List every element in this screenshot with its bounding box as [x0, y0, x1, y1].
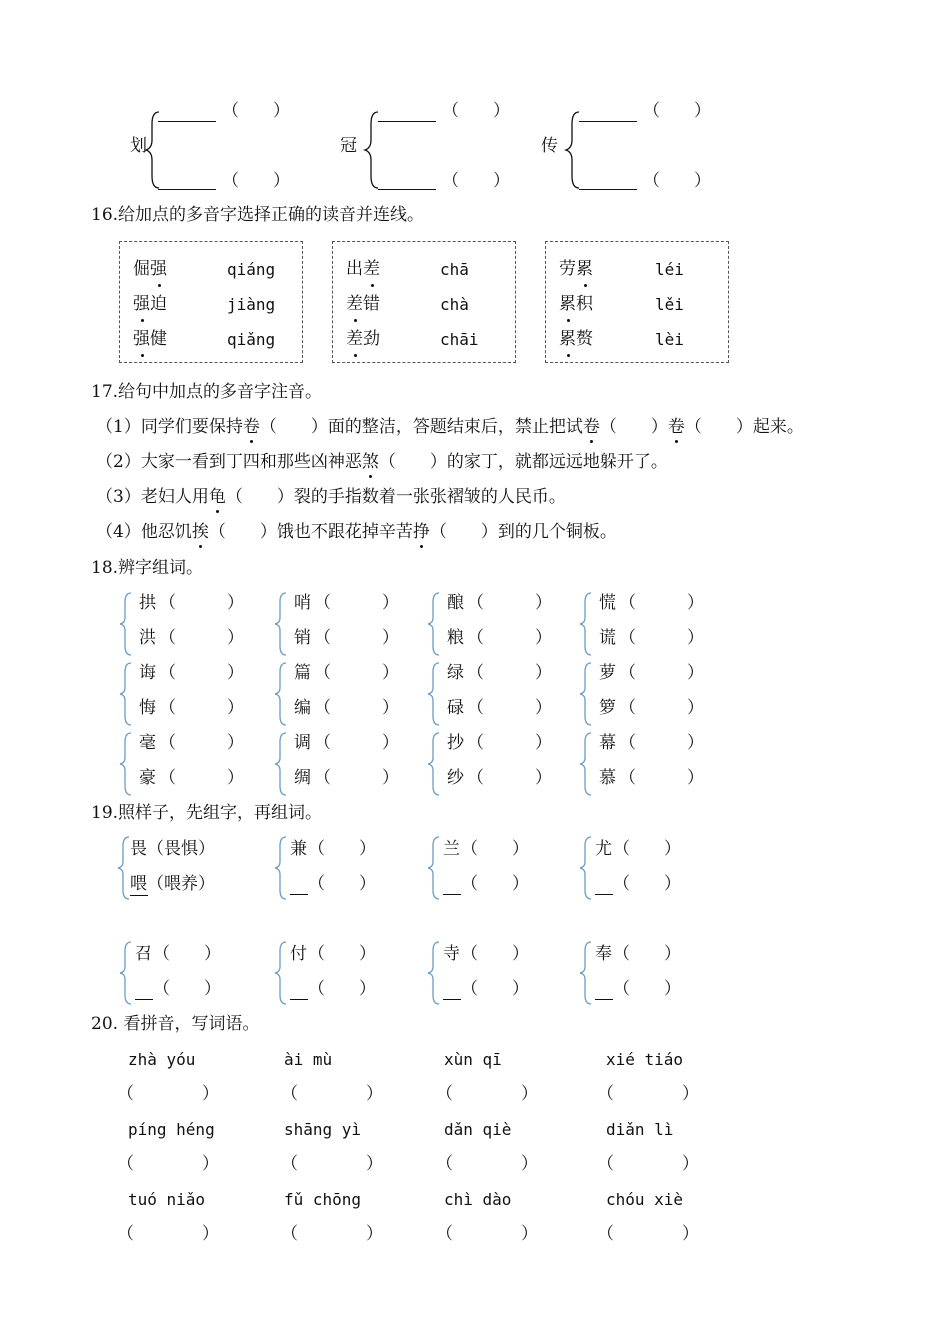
- brace-icon: [274, 662, 288, 726]
- example-bottom: 喂（喂养）: [130, 874, 215, 894]
- char-blank[interactable]: [290, 999, 308, 1000]
- word-item[interactable]: 强迫: [133, 294, 167, 314]
- paren-blank[interactable]: （ ）: [153, 944, 221, 964]
- paren-blank[interactable]: （ ）: [159, 663, 244, 683]
- brace-icon: [579, 662, 593, 726]
- paren-blank[interactable]: （ ）: [619, 698, 704, 718]
- answer-paren[interactable]: （ ）: [281, 1084, 383, 1104]
- char-item: 拱: [139, 593, 156, 613]
- reading-item[interactable]: qiáng: [227, 260, 276, 279]
- paren-blank[interactable]: （ ）: [314, 628, 399, 648]
- char-item: 尤: [595, 839, 612, 859]
- word-item[interactable]: 劳累: [559, 259, 593, 279]
- answer-paren[interactable]: （ ）: [597, 1084, 699, 1104]
- paren-blank[interactable]: （ ）: [599, 417, 668, 437]
- char-item: 幕: [599, 733, 616, 753]
- paren-blank[interactable]: （ ）: [442, 101, 510, 121]
- answer-blank[interactable]: [579, 189, 637, 190]
- brace-icon: [579, 941, 593, 1005]
- q17-title: 17.给句中加点的多音字注音。: [91, 382, 323, 402]
- paren-blank[interactable]: （ ）: [613, 944, 681, 964]
- paren-blank[interactable]: （ ）: [619, 593, 704, 613]
- char-item: 箩: [599, 698, 616, 718]
- pinyin-label: xié tiáo: [606, 1050, 684, 1069]
- answer-blank[interactable]: [378, 121, 436, 122]
- paren-blank[interactable]: （ ）起来。: [684, 417, 804, 437]
- q15-char-1: 划: [130, 136, 147, 156]
- brace-icon: [117, 836, 131, 900]
- paren-blank[interactable]: （ ）: [467, 628, 552, 648]
- word-item[interactable]: 倔强: [133, 259, 167, 279]
- char-item: 酿: [447, 593, 464, 613]
- brace-icon: [579, 592, 593, 656]
- answer-paren[interactable]: （ ）: [597, 1154, 699, 1174]
- char-item: 慕: [599, 768, 616, 788]
- paren-blank[interactable]: （ ）的家丁，就都远远地躲开了。: [378, 452, 668, 472]
- brace-icon: [119, 732, 133, 796]
- char-item: 编: [294, 698, 311, 718]
- reading-item[interactable]: lěi: [655, 295, 684, 314]
- paren-blank[interactable]: （ ）: [159, 698, 244, 718]
- answer-paren[interactable]: （ ）: [117, 1084, 219, 1104]
- word-item[interactable]: 差错: [346, 294, 380, 314]
- char-item: 碌: [447, 698, 464, 718]
- pinyin-label: dǎn qiè: [444, 1120, 512, 1139]
- answer-paren[interactable]: （ ）: [117, 1154, 219, 1174]
- paren-blank[interactable]: （ ）: [159, 593, 244, 613]
- char-item: 豪: [139, 768, 156, 788]
- answer-paren[interactable]: （ ）: [117, 1224, 219, 1244]
- brace-icon: [143, 110, 163, 190]
- q18-title: 18.辨字组词。: [91, 558, 204, 578]
- paren-blank[interactable]: （ ）: [619, 663, 704, 683]
- pinyin-label: tuó niǎo: [128, 1190, 206, 1209]
- char-item: 诲: [139, 663, 156, 683]
- word-item[interactable]: 出差: [346, 259, 380, 279]
- q17-sentence-1: （1）同学们要保持卷（ ）面的整洁，答题结束后，禁止把试卷（ ）卷（ ）起来。: [96, 417, 804, 437]
- paren-blank[interactable]: （ ）: [308, 839, 376, 859]
- paren-blank[interactable]: （ ）: [461, 839, 529, 859]
- pinyin-label: diǎn lì: [606, 1120, 674, 1139]
- pinyin-label: chóu xiè: [606, 1190, 684, 1209]
- paren-blank[interactable]: （ ）裂的手指数着一张张褶皱的人民币。: [225, 487, 566, 507]
- q19-title: 19.照样子，先组字，再组词。: [91, 803, 323, 823]
- char-item: 付: [290, 944, 307, 964]
- paren-blank[interactable]: （ ）: [619, 768, 704, 788]
- reading-item[interactable]: jiàng: [227, 295, 276, 314]
- paren-blank[interactable]: （ ）: [222, 101, 290, 121]
- word-item[interactable]: 强健: [133, 329, 167, 349]
- paren-blank[interactable]: （ ）: [613, 839, 681, 859]
- answer-blank[interactable]: [158, 121, 216, 122]
- pinyin-label: ài mù: [284, 1050, 333, 1069]
- paren-blank[interactable]: （ ）: [159, 628, 244, 648]
- word-item[interactable]: 累积: [559, 294, 593, 314]
- char-item: 粮: [447, 628, 464, 648]
- word-item[interactable]: 累赘: [559, 329, 593, 349]
- paren-blank[interactable]: （ ）饿也不跟花掉辛苦: [208, 522, 413, 542]
- paren-blank[interactable]: （ ）: [308, 979, 376, 999]
- q15-char-3: 传: [541, 136, 558, 156]
- pinyin-label: xùn qī: [444, 1050, 502, 1069]
- paren-blank[interactable]: （ ）: [467, 593, 552, 613]
- brace-icon: [274, 732, 288, 796]
- paren-blank[interactable]: （ ）: [314, 733, 399, 753]
- paren-blank[interactable]: （ ）: [153, 979, 221, 999]
- brace-icon: [119, 662, 133, 726]
- brace-icon: [274, 592, 288, 656]
- brace-icon: [427, 662, 441, 726]
- char-item: 悔: [139, 698, 156, 718]
- brace-icon: [579, 732, 593, 796]
- word-item[interactable]: 差劲: [346, 329, 380, 349]
- answer-blank[interactable]: [158, 189, 216, 190]
- pinyin-label: fǔ chōng: [284, 1190, 362, 1209]
- paren-blank[interactable]: （ ）: [314, 663, 399, 683]
- paren-blank[interactable]: （ ）: [467, 733, 552, 753]
- q17-sentence-3: （3）老妇人用龟（ ）裂的手指数着一张张褶皱的人民币。: [96, 487, 566, 507]
- paren-blank[interactable]: （ ）: [643, 171, 711, 191]
- char-blank[interactable]: [135, 999, 153, 1000]
- paren-blank[interactable]: （ ）: [159, 733, 244, 753]
- paren-blank[interactable]: （ ）: [308, 944, 376, 964]
- char-item: 纱: [447, 768, 464, 788]
- answer-paren[interactable]: （ ）: [436, 1084, 538, 1104]
- reading-item[interactable]: chā: [440, 260, 469, 279]
- paren-blank[interactable]: （ ）: [222, 171, 290, 191]
- pinyin-label: shāng yì: [284, 1120, 362, 1139]
- paren-blank[interactable]: （ ）: [461, 874, 529, 894]
- paren-blank[interactable]: （ ）到的几个铜板。: [429, 522, 617, 542]
- q17-sentence-2: （2）大家一看到丁四和那些凶神恶煞（ ）的家丁，就都远远地躲开了。: [96, 452, 668, 472]
- paren-blank[interactable]: （ ）: [314, 698, 399, 718]
- q20-title: 20. 看拼音，写词语。: [91, 1014, 260, 1034]
- char-item: 篇: [294, 663, 311, 683]
- pinyin-label: chì dào: [444, 1190, 512, 1209]
- char-item: 慌: [599, 593, 616, 613]
- char-blank[interactable]: [595, 894, 613, 895]
- paren-blank[interactable]: （ ）: [467, 768, 552, 788]
- char-item: 毫: [139, 733, 156, 753]
- brace-icon: [274, 836, 288, 900]
- char-item: 兰: [443, 839, 460, 859]
- char-item: 调: [294, 733, 311, 753]
- paren-blank[interactable]: （ ）: [619, 628, 704, 648]
- answer-paren[interactable]: （ ）: [281, 1224, 383, 1244]
- example-underline: [130, 895, 148, 896]
- char-item: 哨: [294, 593, 311, 613]
- char-item: 洪: [139, 628, 156, 648]
- answer-blank[interactable]: [579, 121, 637, 122]
- paren-blank[interactable]: （ ）: [159, 768, 244, 788]
- paren-blank[interactable]: （ ）: [461, 944, 529, 964]
- paren-blank[interactable]: （ ）: [643, 101, 711, 121]
- pinyin-label: píng héng: [128, 1120, 215, 1139]
- brace-icon: [427, 941, 441, 1005]
- brace-icon: [563, 110, 583, 190]
- brace-icon: [427, 836, 441, 900]
- char-blank[interactable]: [443, 894, 461, 895]
- paren-blank[interactable]: （ ）: [308, 874, 376, 894]
- reading-item[interactable]: léi: [655, 260, 684, 279]
- brace-icon: [427, 592, 441, 656]
- char-blank[interactable]: [443, 999, 461, 1000]
- char-item: 销: [294, 628, 311, 648]
- brace-icon: [119, 941, 133, 1005]
- answer-blank[interactable]: [378, 189, 436, 190]
- paren-blank[interactable]: （ ）: [613, 874, 681, 894]
- char-blank[interactable]: [290, 894, 308, 895]
- paren-blank[interactable]: （ ）: [619, 733, 704, 753]
- answer-paren[interactable]: （ ）: [597, 1224, 699, 1244]
- answer-paren[interactable]: （ ）: [436, 1224, 538, 1244]
- char-item: 召: [135, 944, 152, 964]
- char-item: 寺: [443, 944, 460, 964]
- paren-blank[interactable]: （ ）面的整洁，答题结束后，禁止把试: [259, 417, 583, 437]
- brace-icon: [579, 836, 593, 900]
- paren-blank[interactable]: （ ）: [314, 768, 399, 788]
- reading-item[interactable]: qiǎng: [227, 330, 276, 349]
- pinyin-label: zhà yóu: [128, 1050, 196, 1069]
- paren-blank[interactable]: （ ）: [467, 698, 552, 718]
- char-item: 谎: [599, 628, 616, 648]
- char-item: 兼: [290, 839, 307, 859]
- brace-icon: [274, 941, 288, 1005]
- reading-item[interactable]: chāi: [440, 330, 479, 349]
- paren-blank[interactable]: （ ）: [461, 979, 529, 999]
- paren-blank[interactable]: （ ）: [613, 979, 681, 999]
- answer-paren[interactable]: （ ）: [436, 1154, 538, 1174]
- q17-sentence-4: （4）他忍饥挨（ ）饿也不跟花掉辛苦挣（ ）到的几个铜板。: [96, 522, 617, 542]
- q16-title: 16.给加点的多音字选择正确的读音并连线。: [91, 205, 425, 225]
- paren-blank[interactable]: （ ）: [442, 171, 510, 191]
- char-item: 抄: [447, 733, 464, 753]
- char-item: 绸: [294, 768, 311, 788]
- paren-blank[interactable]: （ ）: [314, 593, 399, 613]
- paren-blank[interactable]: （ ）: [467, 663, 552, 683]
- example-top: 畏（畏惧）: [130, 839, 215, 859]
- brace-icon: [362, 110, 382, 190]
- char-item: 萝: [599, 663, 616, 683]
- char-item: 绿: [447, 663, 464, 683]
- brace-icon: [119, 592, 133, 656]
- brace-icon: [427, 732, 441, 796]
- char-blank[interactable]: [595, 999, 613, 1000]
- reading-item[interactable]: chà: [440, 295, 469, 314]
- q15-char-2: 冠: [340, 136, 357, 156]
- char-item: 奉: [595, 944, 612, 964]
- reading-item[interactable]: lèi: [655, 330, 684, 349]
- answer-paren[interactable]: （ ）: [281, 1154, 383, 1174]
